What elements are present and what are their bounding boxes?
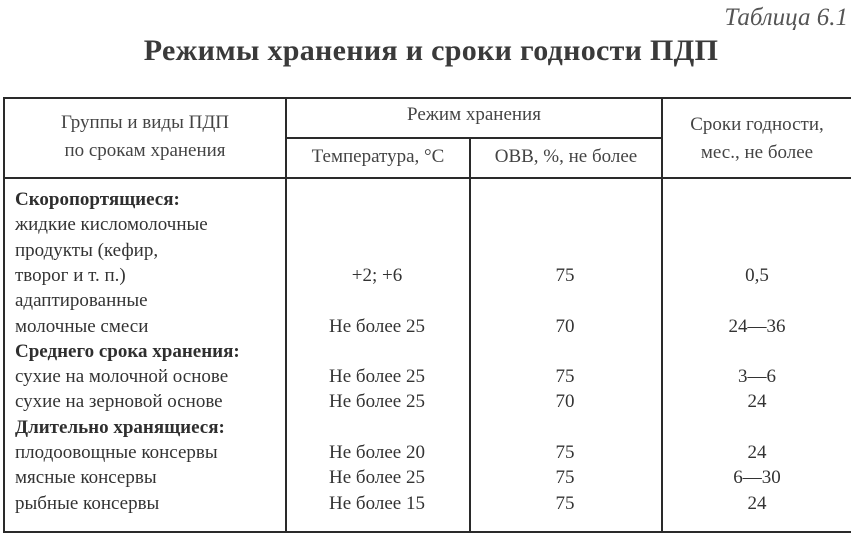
product-name: сухие на молочной основе [15, 366, 229, 387]
header-shelf-line-1: Сроки годности, [690, 114, 824, 135]
shelf-life-value: 0,5 [745, 265, 769, 286]
subheader-divider [285, 137, 663, 139]
product-name: жидкие кисломолочные [15, 214, 208, 235]
temperature-value: Не более 25 [329, 467, 425, 488]
temperature-value: Не более 15 [329, 493, 425, 514]
header-bottom-border [3, 177, 851, 179]
table-number: Таблица 6.1 [724, 4, 848, 31]
temperature-value: +2; +6 [351, 265, 403, 286]
shelf-life-value: 24—36 [728, 316, 786, 337]
product-name: молочные смеси [15, 316, 149, 337]
ovv-value: 75 [555, 265, 575, 286]
product-name: рыбные консервы [15, 493, 160, 514]
product-name: продукты (кефир, [15, 240, 159, 261]
storage-table [3, 97, 851, 533]
category-heading: Скоропортящиеся: [15, 189, 180, 210]
shelf-life-value: 24 [747, 391, 767, 412]
page-title: Режимы хранения и сроки годности ПДП [143, 34, 719, 67]
product-name: сухие на зерновой основе [15, 391, 223, 412]
product-name: мясные консервы [15, 467, 157, 488]
table-bottom-border [3, 531, 851, 533]
ovv-value: 70 [555, 316, 575, 337]
shelf-life-value: 24 [747, 493, 767, 514]
temperature-value: Не более 25 [329, 391, 425, 412]
temperature-value: Не более 25 [329, 366, 425, 387]
table-top-border [3, 97, 851, 99]
header-group [5, 109, 285, 165]
temperature-value: Не более 20 [329, 442, 425, 463]
product-name: творог и т. п.) [15, 265, 126, 286]
header-shelf-life [663, 111, 851, 167]
ovv-value: 75 [555, 366, 575, 387]
shelf-life-value: 3—6 [738, 366, 776, 387]
shelf-life-value: 24 [747, 442, 767, 463]
temperature-value: Не более 25 [329, 316, 425, 337]
header-group-line-2: по срокам хранения [64, 140, 226, 161]
product-name: адаптированные [15, 290, 148, 311]
product-name: плодоовощные консервы [15, 442, 218, 463]
ovv-value: 70 [555, 391, 575, 412]
shelf-life-value: 6—30 [733, 467, 781, 488]
header-ovv: ОВВ, %, не более [494, 146, 638, 167]
header-group-line-1: Группы и виды ПДП [60, 112, 230, 133]
ovv-value: 75 [555, 493, 575, 514]
header-storage-mode: Режим хранения [407, 104, 541, 125]
header-temperature: Температура, °С [311, 146, 445, 167]
ovv-value: 75 [555, 467, 575, 488]
header-shelf-line-2: мес., не более [700, 142, 814, 163]
ovv-value: 75 [555, 442, 575, 463]
category-heading: Среднего срока хранения: [15, 341, 240, 362]
category-heading: Длительно хранящиеся: [15, 417, 225, 438]
